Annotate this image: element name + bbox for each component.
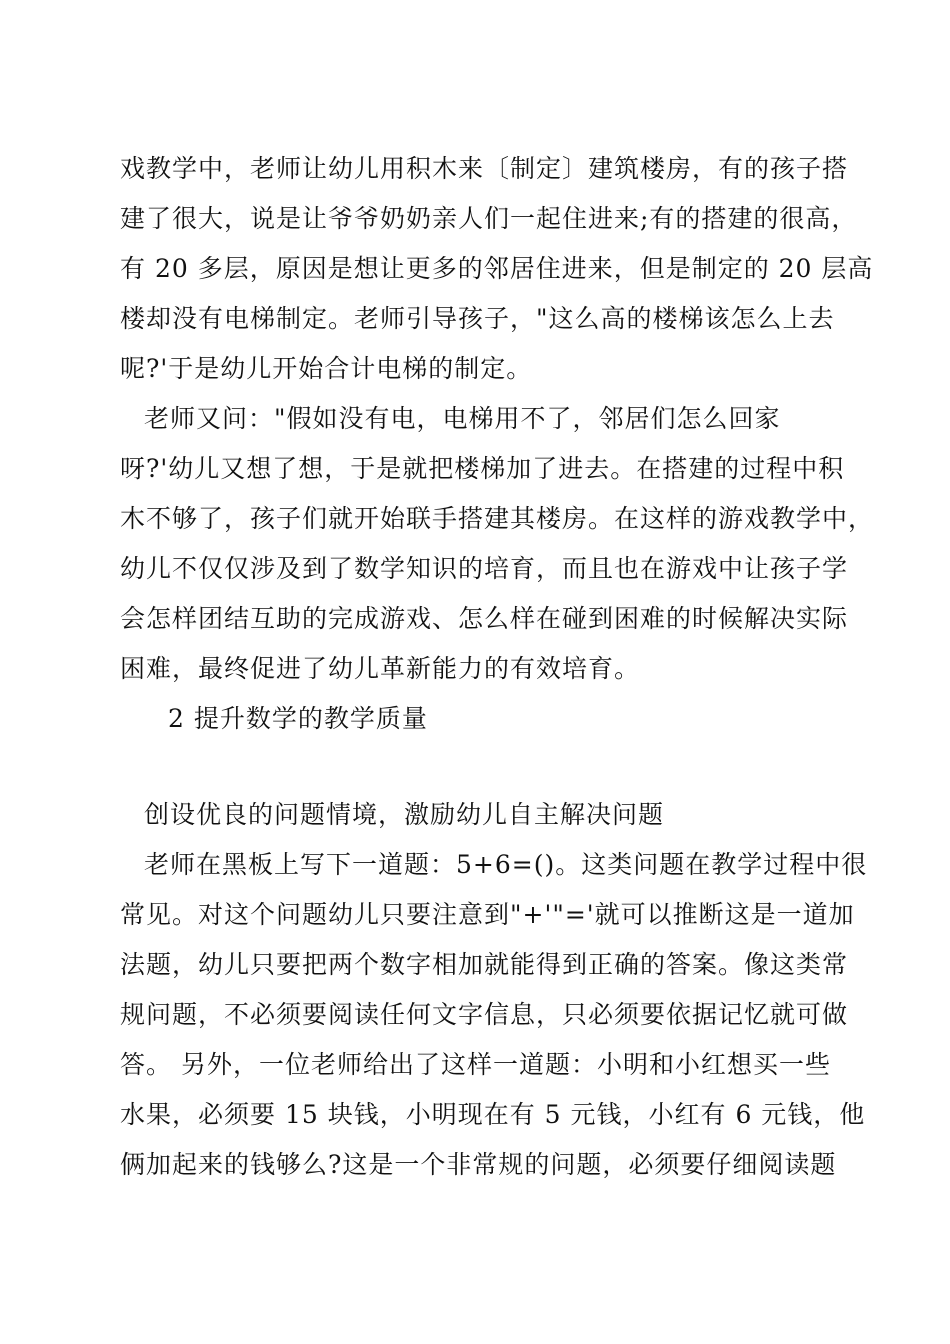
paragraph-start-line: 老师又问："假如没有电，电梯用不了，邻居们怎么回家	[144, 404, 781, 433]
paragraph-start-line: 老师在黑板上写下一道题：5+6=()。这类问题在教学过程中很	[144, 850, 868, 879]
text-line: 建了很大，说是让爷爷奶奶亲人们一起住进来;有的搭建的很高，	[120, 204, 858, 233]
subsection-heading: 创设优良的问题情境，激励幼儿自主解决问题	[144, 800, 665, 829]
text-line: 会怎样团结互助的完成游戏、怎么样在碰到困难的时候解决实际	[120, 604, 849, 633]
text-line: 规问题，不必须要阅读任何文字信息，只必须要依据记忆就可做	[120, 1000, 849, 1029]
section-heading: 2 提升数学的教学质量	[168, 704, 428, 733]
text-line: 困难，最终促进了幼儿革新能力的有效培育。	[120, 654, 641, 683]
text-line: 有 20 多层，原因是想让更多的邻居住进来，但是制定的 20 层高	[120, 254, 874, 283]
text-line: 水果，必须要 15 块钱，小明现在有 5 元钱，小红有 6 元钱，他	[120, 1100, 866, 1129]
text-line: 楼却没有电梯制定。老师引导孩子，"这么高的楼梯该怎么上去	[120, 304, 835, 333]
text-line: 常见。对这个问题幼儿只要注意到"+'"='就可以推断这是一道加	[120, 900, 855, 929]
text-line: 俩加起来的钱够么?这是一个非常规的问题，必须要仔细阅读题	[120, 1150, 837, 1179]
text-line: 呢?'于是幼儿开始合计电梯的制定。	[120, 354, 533, 383]
text-line: 呀?'幼儿又想了想，于是就把楼梯加了进去。在搭建的过程中积	[120, 454, 845, 483]
text-line: 幼儿不仅仅涉及到了数学知识的培育，而且也在游戏中让孩子学	[120, 554, 849, 583]
text-line: 木不够了，孩子们就开始联手搭建其楼房。在这样的游戏教学中，	[120, 504, 875, 533]
text-line: 戏教学中，老师让幼儿用积木来〔制定〕建筑楼房，有的孩子搭	[120, 154, 849, 183]
text-line: 答。 另外，一位老师给出了这样一道题：小明和小红想买一些	[120, 1050, 831, 1079]
text-line: 法题，幼儿只要把两个数字相加就能得到正确的答案。像这类常	[120, 950, 849, 979]
